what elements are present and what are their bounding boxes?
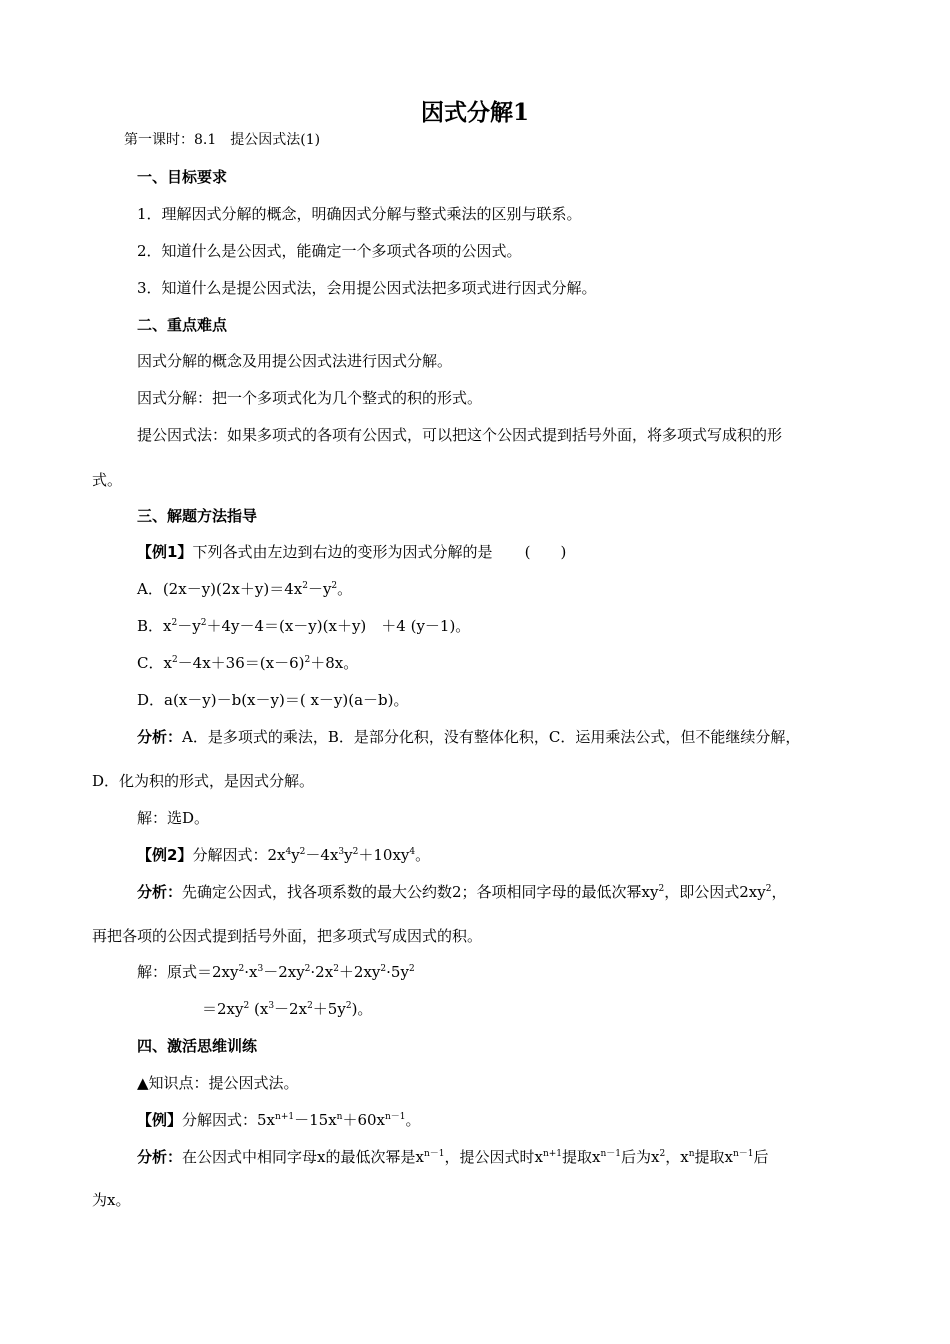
example-1-analysis-line2: D．化为积的形式，是因式分解。 [92, 772, 315, 790]
example-2-question: 【例2】分解因式：$2x^4y^2-4x^3y^2+10xy^4$。 [137, 846, 431, 864]
option-d: D．a(x－y)－b(x－y)＝( x－y)(a－b)。 [137, 691, 409, 709]
example-1-question [137, 542, 580, 562]
example-3-tag: 【例】 [137, 1111, 183, 1129]
option-a: A．$(2x-y)(2x+y)=4x^2-y^2$。 [137, 580, 353, 598]
example-2-tag: 【例2】 [137, 846, 193, 864]
section-heading-thinking: 四、激活思维训练 [137, 1037, 258, 1055]
answer-blank: ( ) [524, 543, 567, 561]
goal-item-3: 3．知道什么是提公因式法，会用提公因式法把多项式进行因式分解。 [137, 279, 597, 297]
example-1-analysis-line1: 分析：A．是多项式的乘法，B．是部分化积，没有整体化积，C．运用乘法公式，但不能继续分解， [137, 728, 801, 746]
lesson-subtitle: 第一课时：8.1 提公因式法(1) [124, 132, 321, 148]
example-2-solution-line1: 解：原式$=2xy^2\cdot x^3-2xy^2\cdot 2x^2+2xy^2\cdot 5y^2$ [137, 963, 415, 981]
analysis-label: 分析： [137, 1148, 183, 1166]
goal-item-2: 2．知道什么是公因式，能确定一个多项式各项的公因式。 [137, 242, 522, 260]
definition-common-factor-line2: 式。 [92, 471, 123, 489]
option-c: C．$x^2-4x+36=(x-6)^2+8x$。 [137, 654, 359, 672]
example-1-solution: 解：选D。 [137, 809, 210, 827]
key-point-text: 因式分解的概念及用提公因式法进行因式分解。 [137, 352, 453, 370]
analysis-label: 分析： [137, 728, 183, 746]
section-heading-method: 三、解题方法指导 [137, 507, 258, 525]
analysis-label: 分析： [137, 883, 183, 901]
goal-item-1: 1．理解因式分解的概念，明确因式分解与整式乘法的区别与联系。 [137, 205, 582, 223]
definition-common-factor-line1: 提公因式法：如果多项式的各项有公因式，可以把这个公因式提到括号外面，将多项式写成积的形 [137, 426, 783, 444]
example-2-analysis-line1: 分析：先确定公因式，找各项系数的最大公约数2；各项相同字母的最低次幂$xy^2$，即公因式$2xy^2$， [137, 883, 787, 901]
example-3-analysis-line2: 为x。 [92, 1191, 131, 1209]
example-2-solution-line2: $=2xy^2$ $(x^3-2x^2+5y^2)$。 [202, 1000, 373, 1018]
example-2-analysis-line2: 再把各项的公因式提到括号外面，把多项式写成因式的积。 [92, 927, 483, 945]
definition-factorization: 因式分解：把一个多项式化为几个整式的积的形式。 [137, 389, 483, 407]
section-heading-goals: 一、目标要求 [137, 168, 228, 186]
section-heading-key-points: 二、重点难点 [137, 316, 228, 334]
example-3-question: 【例】分解因式：$5x^{n+1}-15x^n+60x^{n-1}$。 [137, 1111, 421, 1129]
example-3-analysis-line1: 分析：在公因式中相同字母x的最低次幂是$x^{n-1}$，提公因式时$x^{n+1}$提取$x^{n-1}$后为$x^2$，$x^n$提取$x^{n-1}$后 [137, 1148, 769, 1166]
example-1-stem: 下列各式由左边到右边的变形为因式分解的是 [192, 543, 493, 561]
page-title: 因式分解1 [420, 99, 529, 126]
knowledge-point: ▲知识点：提公因式法。 [137, 1074, 299, 1092]
option-b: B．$x^2-y^2+4y-4=(x-y)(x+y)$ ＋4 (y－1)。 [137, 617, 471, 635]
example-1-tag: 【例1】 [137, 543, 193, 561]
